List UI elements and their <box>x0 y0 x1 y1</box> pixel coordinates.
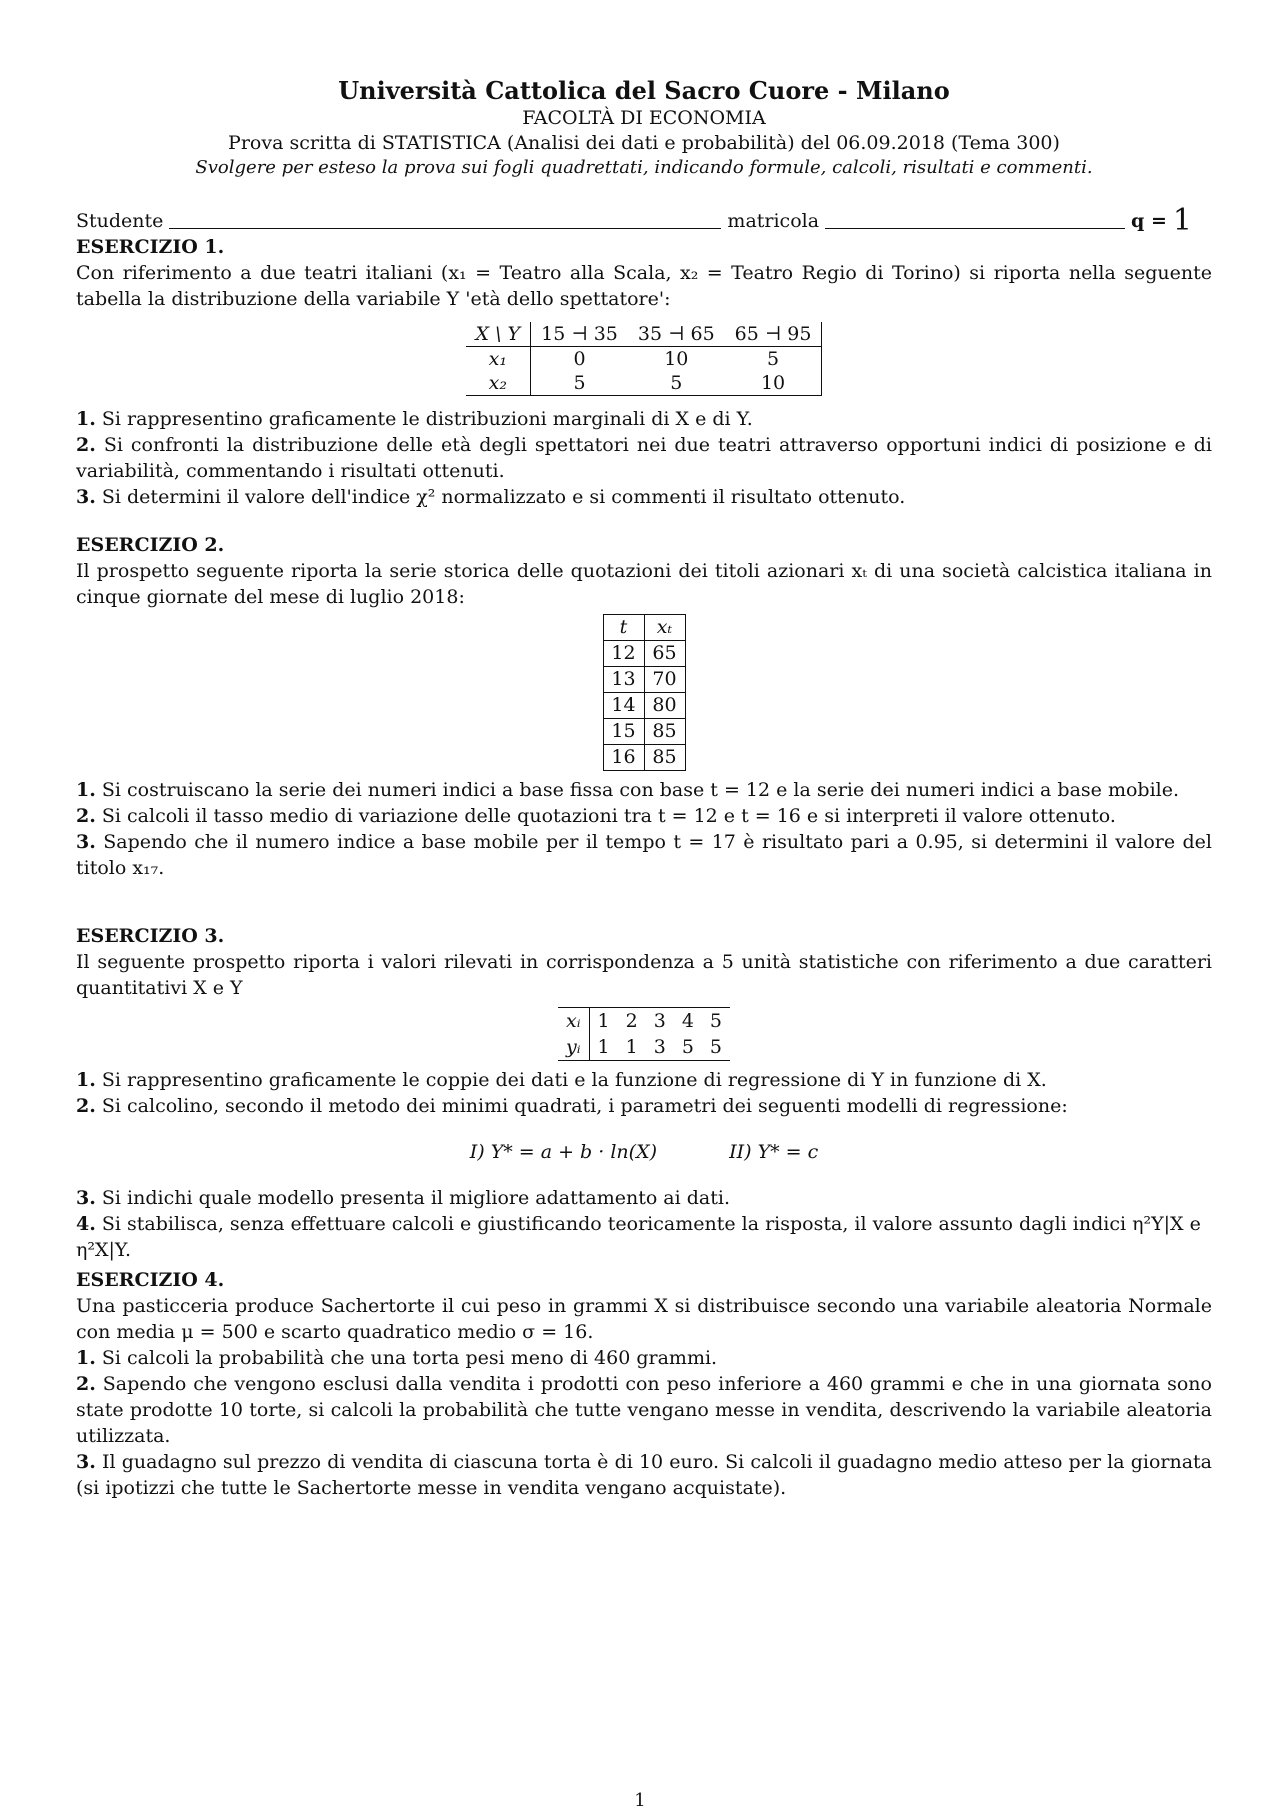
ex2-cell-t: 12 <box>603 641 644 667</box>
ex2-cell-x: 65 <box>644 641 685 667</box>
ex3-model-1: I) Y* = a + b · ln(X) <box>469 1141 658 1163</box>
exam-title: Prova scritta di STATISTICA (Analisi dei dati e probabilità) del 06.09.2018 (Tema 300) <box>228 132 1060 154</box>
student-name-field[interactable] <box>169 228 721 229</box>
ex1-table-corner: X \ Y <box>466 322 531 347</box>
ex3-models <box>76 1139 1212 1165</box>
ex1-cell: 5 <box>725 347 822 372</box>
ex3-x-value: 3 <box>646 1008 674 1035</box>
ex1-intro: Con riferimento a due teatri italiani (x₁ = Teatro alla Scala, x₂ = Teatro Regio di Torino) si riporta nella seguente tabella la distribuzione della variabile Y 'età dello spettatore': <box>76 262 1212 310</box>
ex2-cell-x: 85 <box>644 719 685 745</box>
ex2-table <box>603 614 686 771</box>
ex2-question-1: 1. Si costruiscano la serie dei numeri indici a base fissa con base t = 12 e la serie dei numeri indici a base mobile. <box>76 779 1180 801</box>
ex3-y-label: yᵢ <box>558 1034 589 1061</box>
exam-page <box>76 0 1212 1501</box>
ex3-x-label: xᵢ <box>558 1008 589 1035</box>
ex2-cell-x: 70 <box>644 667 685 693</box>
ex2-cell-t: 16 <box>603 745 644 771</box>
ex3-question-2: 2. Si calcolino, secondo il metodo dei minimi quadrati, i parametri dei seguenti modelli di regressione: <box>76 1095 1068 1117</box>
q-label: q = <box>1131 210 1167 232</box>
ex1-question-3: 3. Si determini il valore dell'indice χ² normalizzato e si commenti il risultato ottenuto. <box>76 486 906 508</box>
ex3-question-3: 3. Si indichi quale modello presenta il migliore adattamento ai dati. <box>76 1187 730 1209</box>
ex3-question-1: 1. Si rappresentino graficamente le coppie dei dati e la funzione di regressione di Y in funzione di X. <box>76 1069 1047 1091</box>
ex3-title: ESERCIZIO 3. <box>76 925 225 947</box>
q-value: 1 <box>1172 203 1192 238</box>
ex1-question-2: 2. Si confronti la distribuzione delle età degli spettatori nei due teatri attraverso opportuni indici di posizione e di variabilità, commentando i risultati ottenuti. <box>76 434 1212 482</box>
ex1-title: ESERCIZIO 1. <box>76 236 225 258</box>
exam-instructions: Svolgere per esteso la prova sui fogli quadrettati, indicando formule, calcoli, risultati e commenti. <box>195 157 1093 178</box>
ex3-intro: Il seguente prospetto riporta i valori rilevati in corrispondenza a 5 unità statistiche con riferimento a due caratteri quantitativi X e Y <box>76 951 1212 999</box>
ex1-cell: 5 <box>531 371 628 396</box>
ex4-question-3: 3. Il guadagno sul prezzo di vendita di ciascuna torta è di 10 euro. Si calcoli il guadagno medio atteso per la giornata (si ipotizzi che tutte le Sachertorte messe in vendita vengano acquistate). <box>76 1451 1212 1499</box>
ex2-question-2: 2. Si calcoli il tasso medio di variazione delle quotazioni tra t = 12 e t = 16 e si interpreti il valore ottenuto. <box>76 805 1116 827</box>
university-name: Università Cattolica del Sacro Cuore - Milano <box>338 76 950 105</box>
matricola-field[interactable] <box>825 228 1125 229</box>
ex3-x-value: 4 <box>674 1008 702 1035</box>
ex2-title: ESERCIZIO 2. <box>76 534 225 556</box>
ex4-question-2: 2. Sapendo che vengono esclusi dalla vendita i prodotti con peso inferiore a 460 grammi e che in una giornata sono state prodotte 10 torte, si calcoli la probabilità che tutte vengano messe in vendita, descrivendo la variabile aleatoria utilizzata. <box>76 1373 1212 1447</box>
matricola-label: matricola <box>727 210 820 232</box>
ex3-table <box>558 1007 730 1061</box>
student-label: Studente <box>76 210 164 232</box>
ex1-cell: 10 <box>725 371 822 396</box>
student-row <box>76 203 1212 238</box>
ex2-cell-t: 15 <box>603 719 644 745</box>
ex2-cell-t: 13 <box>603 667 644 693</box>
ex2-cell-x: 80 <box>644 693 685 719</box>
ex1-col-1: 35 ⊣ 65 <box>628 322 725 347</box>
ex3-y-value: 5 <box>674 1034 702 1061</box>
ex1-table <box>466 322 823 396</box>
ex2-cell-t: 14 <box>603 693 644 719</box>
ex1-row-label: x₁ <box>466 347 531 372</box>
ex4-title: ESERCIZIO 4. <box>76 1269 225 1291</box>
ex1-col-0: 15 ⊣ 35 <box>531 322 628 347</box>
ex3-model-2: II) Y* = c <box>729 1141 819 1163</box>
ex2-header-x: xₜ <box>644 615 685 641</box>
ex3-y-value: 1 <box>618 1034 646 1061</box>
ex1-cell: 5 <box>628 371 725 396</box>
ex3-y-value: 3 <box>646 1034 674 1061</box>
ex1-question-1: 1. Si rappresentino graficamente le distribuzioni marginali di X e di Y. <box>76 408 753 430</box>
ex1-col-2: 65 ⊣ 95 <box>725 322 822 347</box>
page-number: 1 <box>634 1790 646 1811</box>
ex4-intro: Una pasticceria produce Sachertorte il cui peso in grammi X si distribuisce secondo una variabile aleatoria Normale con media μ = 500 e scarto quadratico medio σ = 16. <box>76 1295 1212 1343</box>
faculty-name: FACOLTÀ DI ECONOMIA <box>522 107 766 129</box>
ex2-cell-x: 85 <box>644 745 685 771</box>
ex3-x-value: 1 <box>589 1008 618 1035</box>
ex4-question-1: 1. Si calcoli la probabilità che una torta pesi meno di 460 grammi. <box>76 1347 718 1369</box>
ex1-cell: 10 <box>664 348 689 370</box>
ex2-intro: Il prospetto seguente riporta la serie storica delle quotazioni dei titoli azionari xₜ di una società calcistica italiana in cinque giornate del mese di luglio 2018: <box>76 560 1212 608</box>
ex1-row-label: x₂ <box>466 371 531 396</box>
ex3-y-value: 5 <box>702 1034 730 1061</box>
ex2-header-t: t <box>603 615 644 641</box>
ex3-x-value: 5 <box>702 1008 730 1035</box>
ex1-cell: 0 <box>573 348 586 370</box>
ex3-y-value: 1 <box>589 1034 618 1061</box>
ex2-question-3: 3. Sapendo che il numero indice a base mobile per il tempo t = 17 è risultato pari a 0.95, si determini il valore del titolo x₁₇. <box>76 831 1212 879</box>
ex3-question-4: 4. Si stabilisca, senza effettuare calcoli e giustificando teoricamente la risposta, il valore assunto dagli indici η²Y|X e η²X|Y. <box>76 1213 1201 1261</box>
ex3-x-value: 2 <box>618 1008 646 1035</box>
